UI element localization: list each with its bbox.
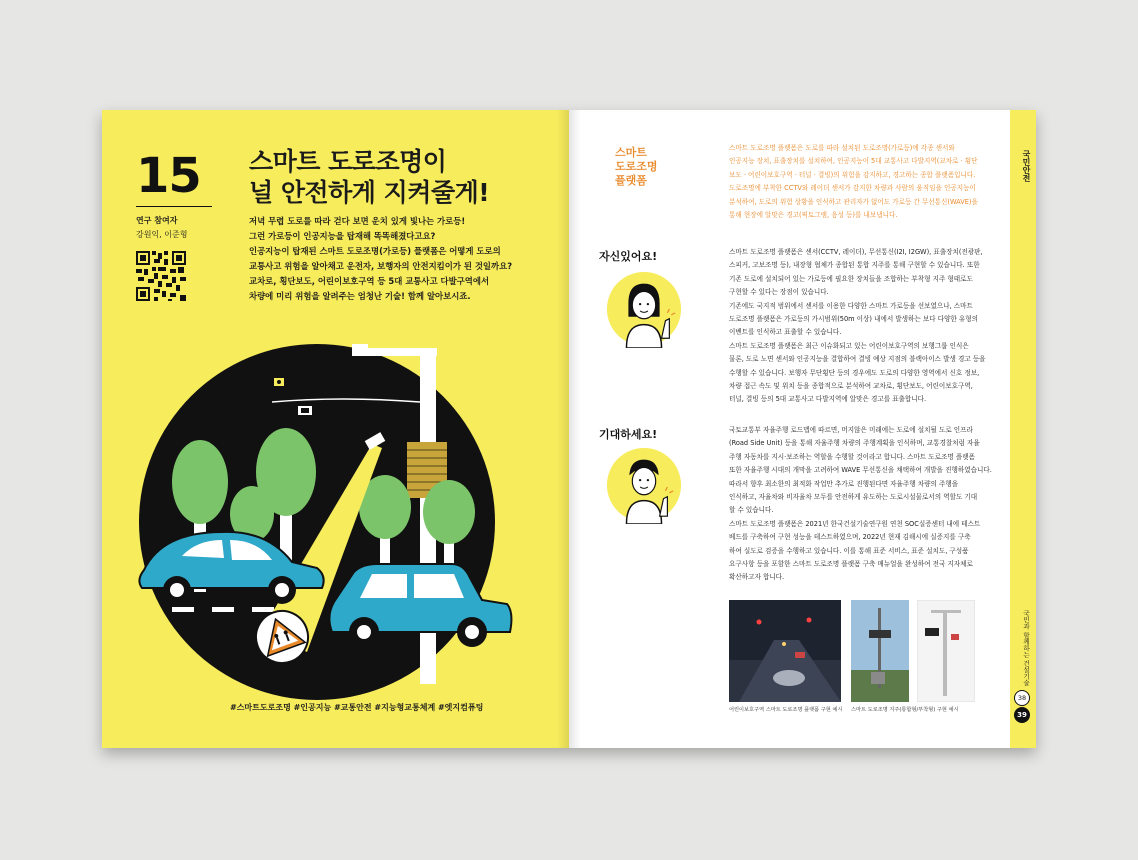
expect-line: (Road Side Unit) 등을 통해 자율주행 차량의 주행계획을 인식하며, 교통경찰처럼 자율 (729, 439, 980, 448)
hashtags: #스마트도로조명 #인공지능 #교통안전 #지능형교통체계 #엣지컴퓨팅 (230, 703, 484, 712)
streetlight-arm (357, 348, 437, 356)
article-title (249, 146, 489, 208)
proud-line: 기존에도 국지적 범위에서 센서를 이용한 다양한 스마트 가로등을 선보였으나, 스마트 (729, 301, 973, 310)
side-footer-text: 국민과 함께하는 건설기술 (1022, 610, 1030, 686)
proud-paragraph (729, 246, 999, 407)
intro-line: 차량에 미리 위험을 알려주는 엄청난 기술! 함께 알아보시죠. (249, 291, 471, 301)
chapter-number: 15 (136, 148, 201, 204)
section-title-line: 스마트 (615, 146, 647, 159)
proud-line: 물론, 도로 노면 센서와 인공지능을 결합하여 결빙 예상 지점의 블랙아이스 발생 경고 등을 (729, 355, 986, 364)
right-page (569, 110, 1036, 748)
proud-line: 터널, 결빙 등의 5대 교통사고 다발지역에 알맞은 경고를 표출합니다. (729, 395, 927, 404)
chapter-divider (136, 206, 212, 207)
expect-line: 하여 실도로 검증을 수행하고 있습니다. 이를 통해 표준 서비스, 표준 설치도, 구성품 (729, 546, 969, 555)
title-line-1: 스마트 도로조명이 (249, 147, 447, 176)
expect-line: 국토교통부 자율주행 로드맵에 따르면, 머지않은 미래에는 도로에 설치될 도로 인프라 (729, 426, 973, 434)
photo-school-zone-night (729, 600, 841, 702)
qr-code-icon[interactable] (136, 251, 186, 301)
expect-paragraph (729, 424, 999, 585)
magazine-spread (102, 110, 1036, 748)
expect-line: 베드를 구축하여 구현 성능을 테스트하였으며, 2022년 현재 김해시에 실증지를 구축 (729, 533, 971, 542)
summary-paragraph (729, 142, 999, 222)
summary-line: 도로조명에 부착한 CCTV와 레이더 센서가 감지한 차량과 사람의 움직임을 인공지능이 (729, 184, 976, 193)
summary-line: 분석하여, 도로의 위험 상황을 인식하고 관리자가 없어도 가로등 간 무선통신(WAVE)을 (729, 197, 978, 206)
expect-line: 스마트 도로조명 플랫폼은 2021년 한국건설기술연구원 연천 SOC실증센터 내에 테스트 (729, 519, 981, 528)
section-title-line: 플랫폼 (615, 174, 647, 187)
proud-line: 스피커, 고보조명 등), 내장형 협체가 종합된 통합 지주를 통해 구현할 수 있습니다. 또한 (729, 261, 980, 270)
proud-line: 이벤트를 인식하고 표출할 수 있습니다. (729, 328, 842, 337)
intro-line: 교차로, 횡단보도, 어린이보호구역 등 5대 교통사고 다발구역에서 (249, 276, 490, 286)
heading-proud: 자신있어요! (599, 250, 658, 263)
summary-line: 통해 현장에 알맞은 경고(픽토그램, 음성 등)를 내보냅니다. (729, 211, 898, 220)
expect-line: 할 수 있습니다. (729, 506, 774, 515)
expect-line: 따라서 향후 최소한의 최적화 작업만 추가로 진행된다면 자율주행 차량의 주행을 (729, 479, 959, 488)
intro-line: 인공지능이 탑재된 스마트 도로조명(가로등) 플랫폼은 어떻게 도로의 (249, 246, 501, 256)
proud-line: 수행할 수 있습니다. 보행자 무단횡단 등의 경우에도 도로의 다양한 영역에서 신호 정보, (729, 368, 980, 377)
photo-pole-integrated (851, 600, 909, 702)
summary-line: 인공지능 장치, 표출장치를 설치하여, 인공지능이 5대 교통사고 다발지역(교차로 · 횡단 (729, 157, 978, 166)
heading-expect: 기대하세요! (599, 428, 658, 441)
photo-caption-1: 어린이보호구역 스마트 도로조명 플랫폼 구현 예시 (729, 707, 843, 713)
section-title-line: 도로조명 (615, 160, 658, 173)
summary-line: 보도 · 어린이보호구역 · 터널 · 결빙)의 위험을 감지하고, 경고하는 종합 플랫폼입니다. (729, 170, 976, 179)
proud-line: 구현할 수 있다는 장점이 있습니다. (729, 288, 829, 297)
researcher-names: 강원익, 이준형 (136, 230, 188, 239)
title-line-2: 널 안전하게 지켜줄게! (249, 178, 490, 207)
expect-line: 또한 자율주행 시대의 개막을 고려하여 WAVE 무선통신을 채택하여 개발을 진행하였습니다. (729, 466, 992, 475)
proud-line: 차량 접근 속도 및 위치 등을 종합적으로 분석하여 교차로, 횡단보도, 어린이보호구역, (729, 382, 973, 391)
expect-line: 요구사항 등을 포함한 스마트 도로조명 플랫폼 구축 매뉴얼을 완성하여 전국 지자체로 (729, 560, 973, 569)
proud-line: 스마트 도로조명 플랫폼은 최근 이슈화되고 있는 어린이보호구역의 보행그룹 인식은 (729, 341, 969, 350)
expect-line: 인식하고, 자율차와 비자율차 모두를 안전하게 유도하는 도로시설물로서의 역할도 기대 (729, 493, 978, 502)
researcher-label: 연구 참여자 (136, 216, 178, 225)
side-section-label: 국민안전 (1022, 150, 1031, 182)
intro-line: 그런 가로등이 인공지능을 탑재해 똑똑해졌다고요? (249, 231, 436, 241)
expect-line: 주행 자동차를 지시·보조하는 역할을 수행할 것이라고 합니다. 스마트 도로조명 플랫폼 (729, 452, 975, 461)
photo-caption-2: 스마트 도로조명 지주(통합형/부착형) 구현 예시 (851, 707, 959, 713)
proud-line: 스마트 도로조명 플랫폼은 센서(CCTV, 레이더), 무선통신(I2I, I2GW), 표출장치(전광판, (729, 248, 983, 256)
section-title (615, 146, 658, 188)
proud-line: 도로조명 플랫폼은 가로등의 가시범위(50m 이상) 내에서 발생하는 보다 다양한 유형의 (729, 315, 979, 324)
proud-line: 기존 도로에 설치되어 있는 가로등에 필요한 장치들을 조합하는 부착형 지주 형태로도 (729, 274, 973, 283)
page-number-left: 38 (1014, 690, 1030, 706)
expect-line: 확산하고자 합니다. (729, 573, 785, 582)
intro-line: 교통사고 위험을 알아채고 운전자, 보행자의 안전지킴이가 된 것일까요? (249, 261, 513, 271)
woman-illustration-proud (605, 270, 683, 348)
smart-streetlight-illustration (102, 332, 569, 702)
left-page (102, 110, 569, 748)
man-illustration-expect (605, 446, 683, 524)
intro-paragraph (249, 214, 549, 304)
summary-line: 스마트 도로조명 플랫폼은 도로를 따라 설치된 도로조명(가로등)에 각종 센서와 (729, 144, 955, 152)
intro-line: 저녁 무렵 도로를 따라 걷다 보면 운치 있게 빛나는 가로등! (249, 216, 466, 226)
photo-pole-attached (917, 600, 975, 702)
page-number-right: 39 (1014, 707, 1030, 723)
